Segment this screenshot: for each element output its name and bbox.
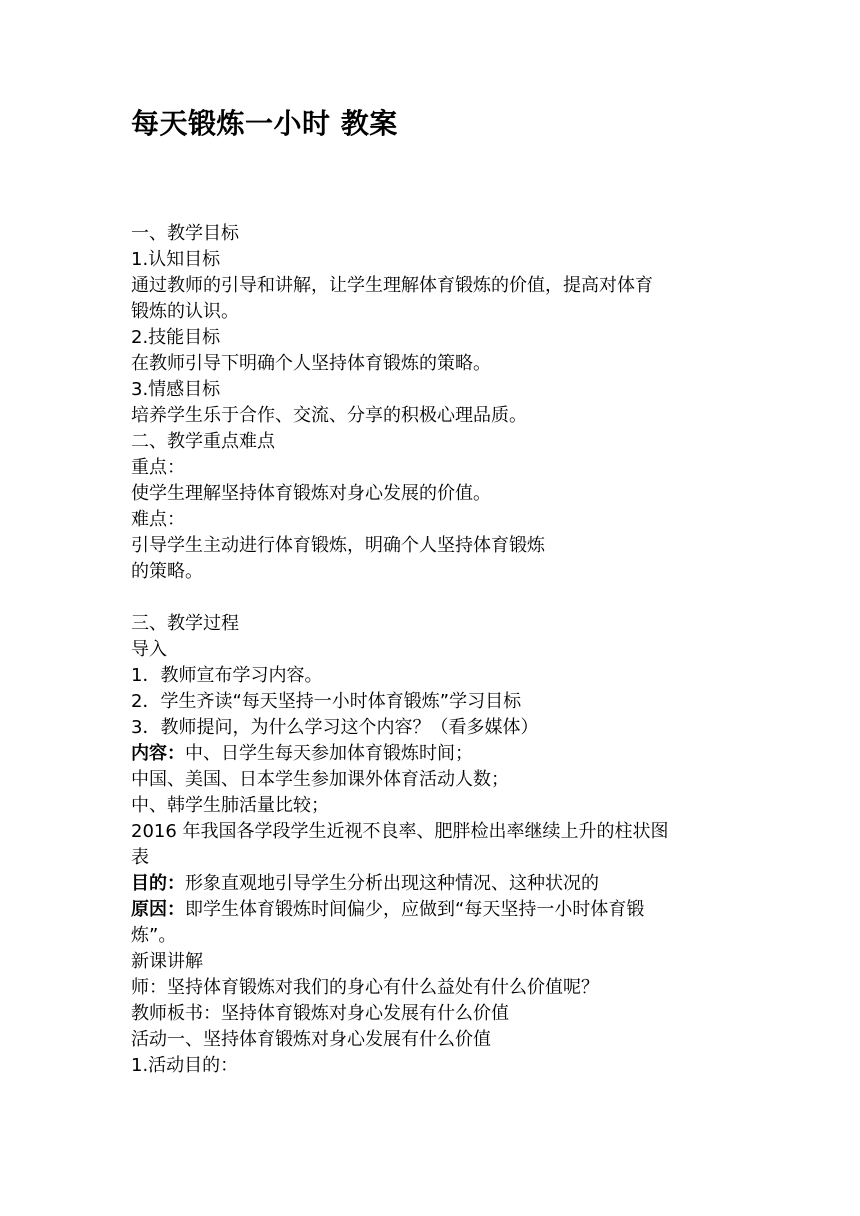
list-item: 3．教师提问，为什么学习这个内容？（看多媒体） <box>131 717 539 738</box>
paragraph-line: 师：坚持体育锻炼对我们的身心有什么益处有什么价值呢？ <box>131 977 599 998</box>
list-item: 1．教师宣布学习内容。 <box>131 665 323 686</box>
document-body <box>131 221 731 1079</box>
subheading: 重点： <box>131 457 185 478</box>
subheading: 2.技能目标 <box>131 327 221 348</box>
purpose-text: 形象直观地引导学生分析出现这种情况、这种状况的 <box>185 873 599 894</box>
paragraph-line: 中国、美国、日本学生参加课外体育活动人数； <box>131 769 509 790</box>
content-text: 中、日学生每天参加体育锻炼时间； <box>185 743 473 764</box>
paragraph-line: 1.活动目的： <box>131 1055 239 1076</box>
paragraph-line: 中、韩学生肺活量比较； <box>131 795 329 816</box>
paragraph-line <box>131 897 731 923</box>
paragraph-line <box>131 871 731 897</box>
section-heading: 一、教学目标 <box>131 223 239 244</box>
paragraph-line: 培养学生乐于合作、交流、分享的积极心理品质。 <box>131 405 527 426</box>
paragraph-line: 活动一、坚持体育锻炼对身心发展有什么价值 <box>131 1029 491 1050</box>
paragraph-line: 2016 年我国各学段学生近视不良率、肥胖检出率继续上升的柱状图 <box>131 821 669 842</box>
section-heading: 三、教学过程 <box>131 613 239 634</box>
content-label: 内容： <box>131 743 185 764</box>
paragraph-line: 在教师引导下明确个人坚持体育锻炼的策略。 <box>131 353 491 374</box>
subheading: 新课讲解 <box>131 951 203 972</box>
section-heading: 二、教学重点难点 <box>131 431 275 452</box>
purpose-label: 目的： <box>131 873 185 894</box>
subheading: 1.认知目标 <box>131 249 221 270</box>
paragraph-line: 引导学生主动进行体育锻炼，明确个人坚持体育锻炼 <box>131 535 545 556</box>
reason-text: 即学生体育锻炼时间偏少，应做到“每天坚持一小时体育锻 <box>185 899 645 920</box>
paragraph-line: 使学生理解坚持体育锻炼对身心发展的价值。 <box>131 483 491 504</box>
paragraph-line: 教师板书：坚持体育锻炼对身心发展有什么价值 <box>131 1003 509 1024</box>
blank-line <box>131 585 731 611</box>
paragraph-line: 炼”。 <box>131 925 177 946</box>
list-item: 2．学生齐读“每天坚持一小时体育锻炼”学习目标 <box>131 691 522 712</box>
paragraph-line: 通过教师的引导和讲解，让学生理解体育锻炼的价值，提高对体育 <box>131 275 653 296</box>
subheading: 导入 <box>131 639 167 660</box>
paragraph-line: 表 <box>131 847 149 868</box>
document-title: 每天锻炼一小时 教案 <box>131 107 398 140</box>
subheading: 难点： <box>131 509 185 530</box>
paragraph-line: 的策略。 <box>131 561 203 582</box>
subheading: 3.情感目标 <box>131 379 221 400</box>
paragraph-line <box>131 741 731 767</box>
reason-label: 原因： <box>131 899 185 920</box>
paragraph-line: 锻炼的认识。 <box>131 301 239 322</box>
